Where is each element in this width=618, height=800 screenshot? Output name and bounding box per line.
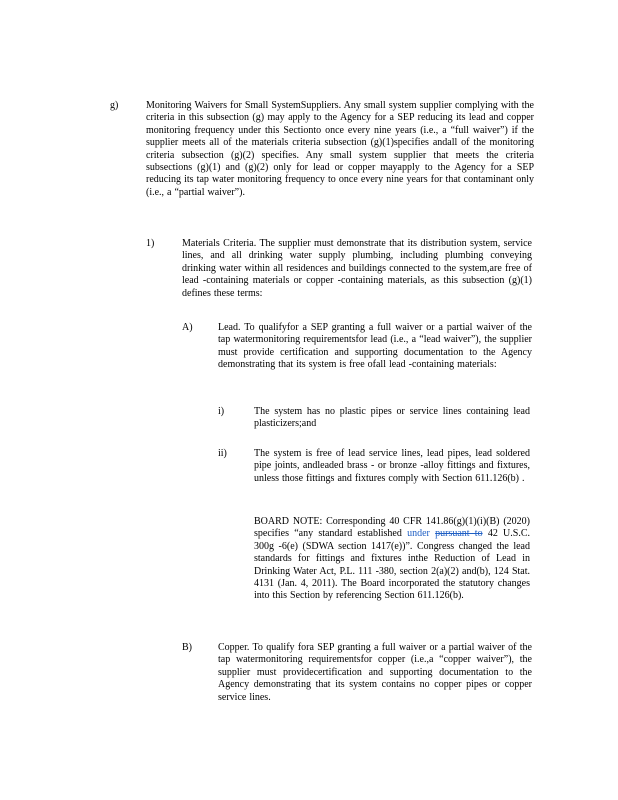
label-g: g) xyxy=(110,100,119,111)
label-gA: A) xyxy=(182,322,193,333)
paragraph-gAi: The system has no plastic pipes or service lines containing lead plasticizers;and xyxy=(254,406,530,430)
paragraph-gA: Lead. To qualifyfor a SEP granting a full waiver or a partial waiver of the tap watermonitoring requirementsfor lead (i.e., a “lead waiver”), the supplier must provide certification and supporting documentation to the Agency demonstrating that its system is free ofall lead -containing materials: xyxy=(218,322,532,371)
board-note xyxy=(254,516,530,603)
board-note-text-after: 42 U.S.C. 300g -6(e) (SDWA section 1417(e))”. Congress changed the lead standards for fittings and fixtures inthe Reduction of Lead in Drinking Water Act, P.L. 111 -380, section 2(a)(2) and(b), 124 Stat. 4131 (Jan. 4, 2011). The Board incorporated the statutory changes into this Section by referencing Section 611.126(b). xyxy=(254,528,530,602)
label-g1: 1) xyxy=(146,238,155,249)
paragraph-gB: Copper. To qualify fora SEP granting a full waiver or a partial waiver of the tap watermonitoring requirementsfor copper (i.e.,a “copper waiver”), the supplier must providecertification and supporting documentation to the Agency demonstrating that its system contains no copper pipes or copper service lines. xyxy=(218,642,532,703)
board-note-text-before: BOARD NOTE: Corresponding 40 CFR 141.86(g)(1)(i)(B) (2020) specifies “any standard established xyxy=(254,516,530,540)
paragraph-g: Monitoring Waivers for Small SystemSuppliers. Any small system supplier complying with the criteria in this subsection (g) may apply to the Agency for a SEP reducing its lead and copper monitoring frequency under this Sectionto once every nine years (i.e., a “full waiver”) if the supplier meets all of the materials criteria subsection (g)(1)specifies andall of the monitoring criteria subsection (g)(2) specifies. Any small system supplier that meets the criteria subsections (g)(1) and (g)(2) only for lead or copper mayapply to the Agency for a SEP reducing its tap water monitoring frequency to once every nine years for that contaminant only (i.e., a “partial waiver”). xyxy=(146,100,534,198)
label-gAi: i) xyxy=(218,406,225,417)
paragraph-gAii: The system is free of lead service lines, lead pipes, lead soldered pipe joints, andleaded brass - or bronze -alloy fittings and fixtures, unless those fittings and fixtures comply with Section 611.126(b) . xyxy=(254,448,530,484)
label-gB: B) xyxy=(182,642,192,653)
board-note-inserted-text: under xyxy=(407,528,430,540)
label-gAii: ii) xyxy=(218,448,227,459)
paragraph-g1: Materials Criteria. The supplier must demonstrate that its distribution system, service lines, and all drinking water supply plumbing, including plumbing conveying drinking water within all residences and buildings connected to the system,are free of lead -containing materials or copper -containing materials, as this subsection (g)(1) defines these terms: xyxy=(182,238,532,299)
board-note-deleted-text: pursuant to xyxy=(435,528,483,540)
